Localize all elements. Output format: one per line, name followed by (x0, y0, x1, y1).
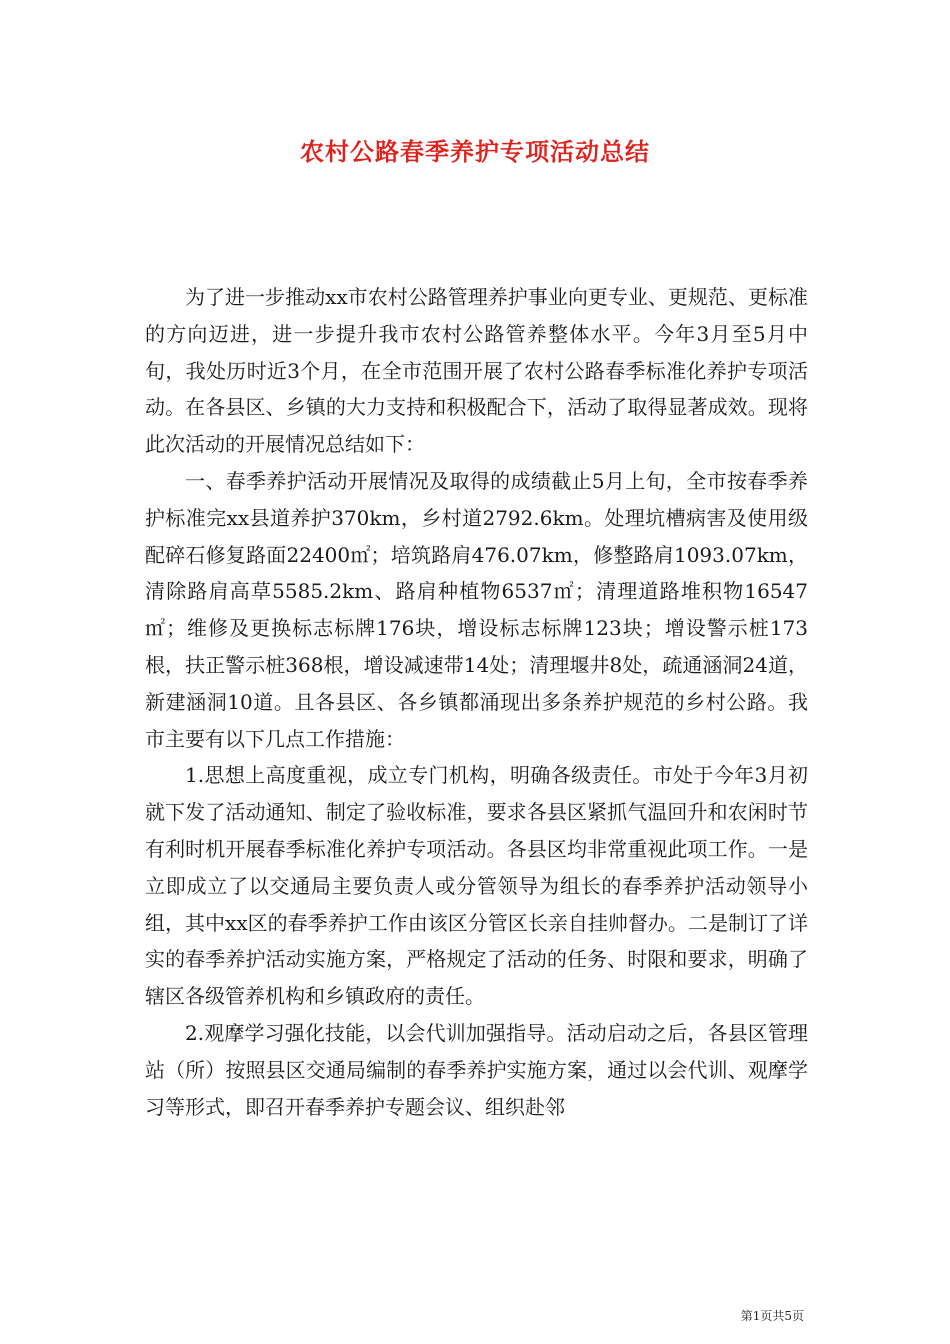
document-title: 农村公路春季养护专项活动总结 (300, 137, 650, 166)
document-body (145, 279, 808, 1125)
paragraph-section-one: 一、春季养护活动开展情况及取得的成绩截止5月上旬，全市按春季养护标准完xx县道养护370km，乡村道2792.6km。处理坑槽病害及使用级配碎石修复路面22400㎡；培筑路肩476.07km，修整路肩1093.07km，清除路肩高草5585.2km、路肩种植物6537㎡；清理道路堆积物16547㎡；维修及更换标志标牌176块，增设标志标牌123块；增设警示桩173根，扶正警示桩368根，增设减速带14处；清理堰井8处，疏通涵洞24道，新建涵洞10道。且各县区、各乡镇都涌现出多条养护规范的乡村公路。我市主要有以下几点工作措施： (145, 468, 808, 751)
paragraph-intro: 为了进一步推动xx市农村公路管理养护事业向更专业、更规范、更标准的方向迈进，进一步提升我市农村公路管养整体水平。今年3月至5月中旬，我处历时近3个月，在全市范围开展了农村公路春季标准化养护专项活动。在各县区、乡镇的大力支持和积极配合下，活动了取得显著成效。现将此次活动的开展情况总结如下： (145, 285, 808, 457)
paragraph-measure-one: 1.思想上高度重视，成立专门机构，明确各级责任。市处于今年3月初就下发了活动通知、制定了验收标准，要求各县区紧抓气温回升和农闲时节有利时机开展春季标准化养护专项活动。各县区均非常重视此项工作。一是立即成立了以交通局主要负责人或分管领导为组长的春季养护活动领导小组，其中xx区的春季养护工作由该区分管区长亲自挂帅督办。二是制订了详实的春季养护活动实施方案，严格规定了活动的任务、时限和要求，明确了辖区各级管养机构和乡镇政府的责任。 (145, 763, 808, 1009)
paragraph-measure-two: 2.观摩学习强化技能，以会代训加强指导。活动启动之后，各县区管理站（所）按照县区交通局编制的春季养护实施方案，通过以会代训、观摩学习等形式，即召开春季养护专题会议、组织赴邻 (145, 1020, 808, 1119)
page-number: 第1页共5页 (740, 1309, 804, 1323)
